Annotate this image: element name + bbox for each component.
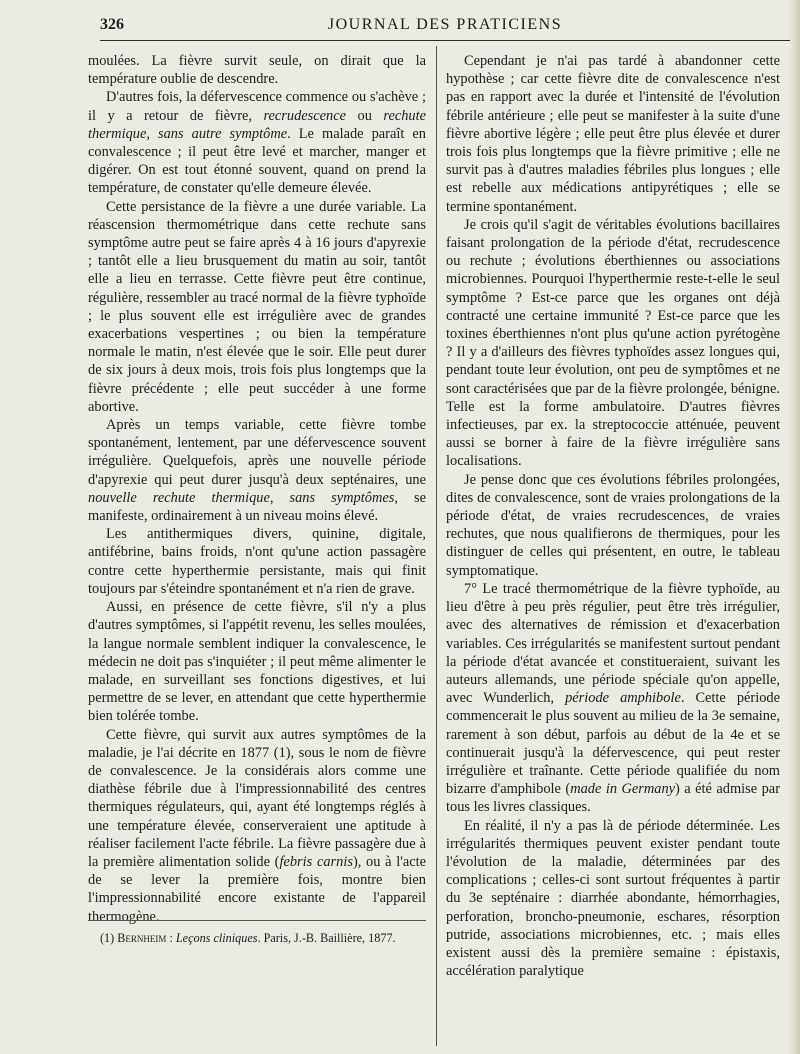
paragraph: Cette fièvre, qui survit aux autres symptômes de la maladie, je l'ai décrite en 1877 (1), sous le nom de fièvre de convalescence. Je la considérais alors comme une diathèse fébrile due à l'impressionnabilité des centres thermiques régulateurs, qui, ayant été longtemps réglés à une température élevée, conserveraient une aptitude à réaliser facilement l'acte fébrile. La fièvre passagère due à la première alimentation solide (febris carnis), ou à l'acte de se lever la première fois, montre bien l'impressionnabilité encore existante de l'appareil thermogène. [88, 726, 426, 925]
paragraph: Cette persistance de la fièvre a une durée variable. La réascension thermométrique dans cette rechute sans symptôme autre peut se faire après 4 à 16 jours d'apyrexie ; tantôt elle a lieu brusquement du matin au soir, tantôt elle a lieu en terrasse. Cette fièvre peut être continue, régulière, ressembler au tracé normal de la fièvre typhoïde ; le plus souvent elle est irrégulière avec de grandes exacerbations vespertines ; ou bien la température normale le matin, n'est élevée que le soir. Elle peut durer de six jours à deux mois, trois fois plus longtemps que la fièvre précédente ; elle peut succéder à une forme abortive. [88, 198, 426, 415]
paragraph: D'autres fois, la défervescence commence ou s'achève ; il y a retour de fièvre, recrudescence ou rechute thermique, sans autre symptôme. Le malade paraît en convalescence ; il peut être levé et marcher, manger et digérer. On est tout étonné souvent, quand on prend la température, de constater qu'elle demeure élevée. [88, 89, 426, 197]
paragraph: Aussi, en présence de cette fièvre, s'il n'y a plus d'autres symptômes, si l'appétit revenu, les selles moulées, la langue normale semblent indiquer la convalescence, le médecin ne doit pas s'inquiéter ; il peut même alimenter le malade, en surveillant ses fonctions digestives, et lui permettre de se lever, en attendant que cette hyperthermie bien tolérée tombe. [88, 599, 426, 725]
paragraph: Cependant je n'ai pas tardé à abandonner cette hypothèse ; car cette fièvre dite de convalescence n'est pas en rapport avec la durée et l'intensité de l'évolution fébrile antérieure ; elle peut se manifester à la suite d'une fièvre abortive légère ; elle peut être plus élevée et durer trois fois plus longtemps que la fièvre primitive ; elle ne survit pas à d'autres maladies fébriles plus longues ; elle est rebelle aux médications antipyrétiques ; elle se termine spontanément. [446, 53, 780, 215]
page-number: 326 [100, 16, 124, 33]
paragraph: En réalité, il n'y a pas là de période déterminée. Les irrégularités thermiques peuvent exister pendant toute l'évolution de la maladie, déterminées par des complications ; celles-ci sont surtout fréquentes à partir du 3e septénaire : diarrhée abondante, hémorrhagies, perforation, broncho-pneumonie, eschares, résorption putride, associations microbiennes, etc. ; mais elles existent aussi dès la première semaine : épistaxis, accélération paralytique [446, 817, 780, 980]
journal-title: JOURNAL DES PRATICIENS [327, 16, 563, 33]
paragraph: moulées. La fièvre survit seule, on dirait que la température oublie de descendre. [88, 53, 426, 88]
page-edge [790, 0, 800, 1054]
footnote-rule [88, 920, 426, 921]
left-column [88, 52, 426, 926]
paragraph: Les antithermiques divers, quinine, digitale, antifébrine, bains froids, n'ont qu'une action passagère contre cette hyperthermie persistante, mais qui finit toujours par s'éteindre spontanément et n'a rien de grave. [88, 526, 426, 597]
header-rule [100, 40, 790, 41]
column-divider [436, 46, 437, 1046]
right-column [446, 52, 780, 980]
paragraph: Je crois qu'il s'agit de véritables évolutions bacillaires faisant prolongation de la période d'état, recrudescence ou rechute ; évolutions éberthiennes ou associations microbiennes. Pourquoi l'hyperthermie reste-t-elle le seul symptôme ? Est-ce parce que les organes ont déjà contracté une certaine immunité ? Est-ce parce que les toxines éberthiennes n'ont plus qu'une action pyrétogène ? Il y a d'ailleurs des fièvres typhoïdes assez longues qui, pendant toute leur évolution, ont peu de symptômes et ne sont caractérisées que par de la fièvre prolongée, bénigne. Telle est la forme ambulatoire. D'autres fièvres infectieuses, par ex. la streptococcie atténuée, peuvent aussi se borner à faire de la fièvre irrégulière sans localisations. [446, 216, 780, 470]
page-header [100, 14, 790, 38]
footnote: (1) Bernheim : Leçons cliniques. Paris, J.-B. Baillière, 1877. [100, 931, 396, 945]
paragraph: 7° Le tracé thermométrique de la fièvre typhoïde, au lieu d'être à peu près régulier, peut être très irrégulier, avec des alternatives de rémission et d'exacerbation variables. Ces irrégularités se manifestent surtout pendant la période d'état avancée et constitueraient, suivant les auteurs allemands, une période spéciale qu'on appelle, avec Wunderlich, période amphibole. Cette période commencerait le plus souvent au milieu de la 3e semaine, rarement à son début, parfois au début de la 4e et se continuerait jusqu'à la défervescence, qui peut rester irrégulière et traînante. Cette période qualifiée du nom bizarre d'amphibole (made in Germany) a été admise par tous les livres classiques. [446, 580, 780, 816]
paragraph: Je pense donc que ces évolutions fébriles prolongées, dites de convalescence, sont de vraies prolongations de la période d'état, de vraies recrudescences, de vraies rechutes, que nous qualifierons de thermiques, pour les distinguer de celles qui présentent, en outre, le tableau symptomatique. [446, 471, 780, 579]
paragraph: Après un temps variable, cette fièvre tombe spontanément, lentement, par une défervescence souvent irrégulière. Quelquefois, après une nouvelle période d'apyrexie qui peut durer jusqu'à deux septénaires, une nouvelle rechute thermique, sans symptômes, se manifeste, ordinairement à un niveau moins élevé. [88, 417, 426, 525]
